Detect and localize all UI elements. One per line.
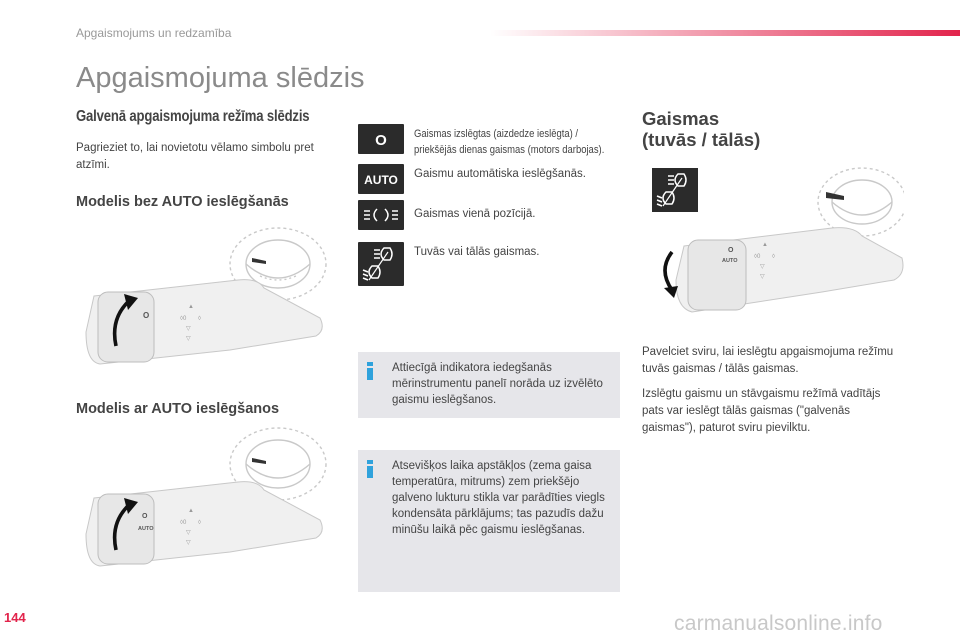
info-note-condensation-text: Atsevišķos laika apstākļos (zema gaisa temperatūra, mitrums) zem priekšējo galveno lukturu stikla var parādīties viegls kondensāta pārklājums; tas pazudīs dažu minūšu laikā pēc gaismu ieslēgšanas. <box>392 460 605 536</box>
svg-text:◊0: ◊0 <box>180 316 187 322</box>
svg-text:▽: ▽ <box>186 530 191 536</box>
info-note-indicator <box>358 352 620 418</box>
svg-text:▲: ▲ <box>762 242 768 248</box>
watermark: carmanualsonline.info <box>674 612 883 635</box>
stalk-zero-label: O <box>143 311 150 320</box>
sidelights-icon <box>358 200 404 230</box>
chapter-title: Apgaismojums un redzamība <box>76 26 232 40</box>
model-with-auto-heading: Modelis ar AUTO ieslēgšanos <box>76 401 280 417</box>
stalk-illustration-no-auto <box>80 222 330 372</box>
stalk-auto-label: AUTO <box>722 258 738 264</box>
info-note-indicator-text: Attiecīgā indikatora iedegšanās mērinstrumentu panelī norāda uz izvēlēto gaismu ieslēgšanos. <box>392 362 603 406</box>
info-note-condensation <box>358 450 620 592</box>
section-heading: Galvenā apgaismojuma režīma slēdzis <box>76 108 310 125</box>
zero-position-icon <box>358 124 404 154</box>
beam-heading-line2: (tuvās / tālās) <box>642 129 761 150</box>
icon-label-off: Gaismas izslēgtas (aizdedze ieslēgta) / priekšējās dienas gaismas (motors darbojas). <box>414 128 605 156</box>
svg-text:▽: ▽ <box>760 264 765 270</box>
svg-text:▲: ▲ <box>188 508 194 514</box>
svg-text:◊0: ◊0 <box>180 520 187 526</box>
svg-text:◊: ◊ <box>198 316 201 322</box>
info-icon <box>367 460 373 476</box>
svg-text:▽: ▽ <box>186 540 191 546</box>
stalk-illustration-auto <box>80 424 330 574</box>
icon-label-sidelights: Gaismas vienā pozīcijā. <box>414 208 536 220</box>
model-without-auto-heading: Modelis bez AUTO ieslēgšanās <box>76 194 289 210</box>
svg-text:▲: ▲ <box>188 304 194 310</box>
auto-lighting-icon <box>358 164 404 194</box>
stalk-zero-label: O <box>728 247 734 254</box>
svg-text:▽: ▽ <box>760 274 765 280</box>
svg-text:▽: ▽ <box>186 336 191 342</box>
stalk-auto-label: AUTO <box>138 526 154 532</box>
svg-text:▽: ▽ <box>186 326 191 332</box>
svg-text:◊: ◊ <box>772 254 775 260</box>
info-icon <box>367 362 373 378</box>
header-accent-line <box>490 30 960 36</box>
svg-text:◊0: ◊0 <box>754 254 761 260</box>
page-number: 144 <box>4 610 26 625</box>
dipped-main-beam-icon <box>358 242 404 286</box>
stalk-zero-label: O <box>142 513 148 520</box>
stalk-pull-illustration <box>632 162 904 332</box>
icon-glyph-auto: AUTO <box>364 173 398 187</box>
beam-heading-line1: Gaismas <box>642 108 720 129</box>
svg-text:◊: ◊ <box>198 520 201 526</box>
intro-text: Pagrieziet to, lai novietotu vēlamo simbolu pret atzīmi. <box>76 142 314 171</box>
icon-label-auto: Gaismu automātiska ieslēgšanās. <box>414 168 586 180</box>
icon-glyph-zero: O <box>375 132 387 149</box>
beam-heading <box>642 108 760 150</box>
beam-para-2: Izslēgtu gaismu un stāvgaismu režīmā vadītājs pats var ieslēgt tālās gaismas ("galvenās gaismas"), paturot sviru pievilktu. <box>642 388 881 434</box>
icon-label-dipped-main: Tuvās vai tālās gaismas. <box>414 246 540 258</box>
page-title: Apgaismojuma slēdzis <box>76 62 365 94</box>
beam-para-1: Pavelciet sviru, lai ieslēgtu apgaismojuma režīmu tuvās gaismas / tālās gaismas. <box>642 346 894 375</box>
